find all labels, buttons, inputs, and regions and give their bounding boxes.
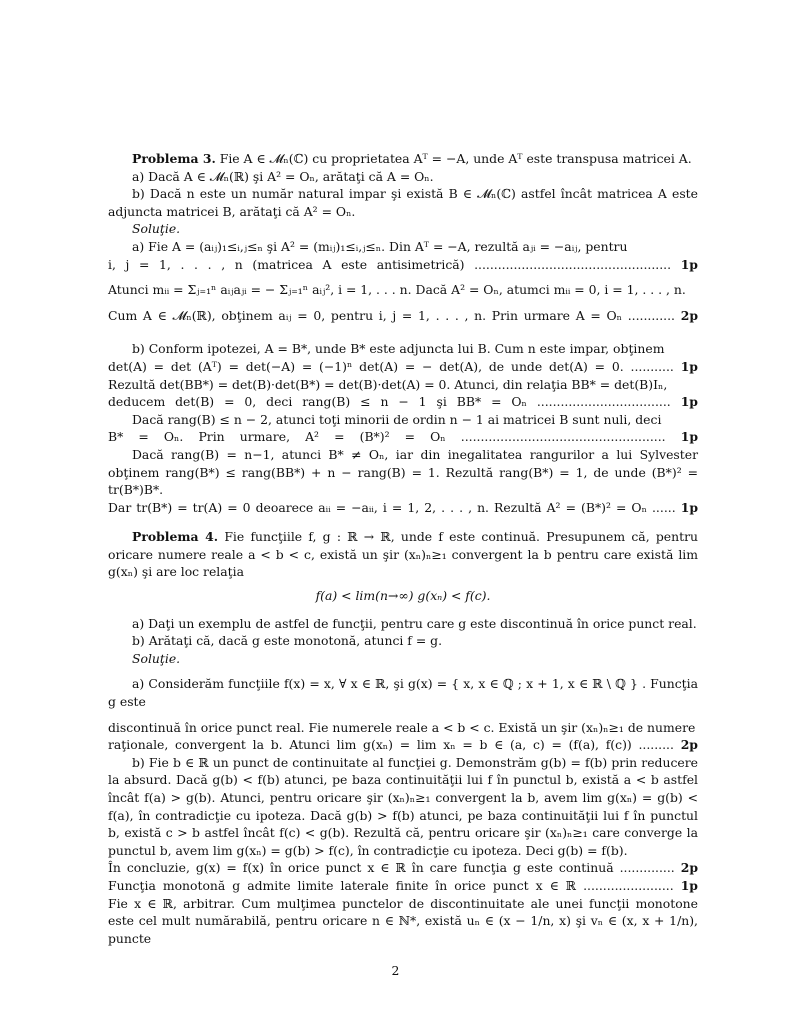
problem4-sol-a-line1: a) Considerăm funcţiile f(x) = x, ∀ x ∈ ℝ, şi g(x) = { x, x ∈ ℚ ; x + 1, x ∈ ℝ \ ℚ } . Funcţia g este — [108, 676, 698, 710]
problem3-part-b: b) Dacă n este un număr natural impar şi există B ∈ 𝓜ₙ(ℂ) astfel încât matricea A este adjuncta matricei B, arătaţi că A² = Oₙ. — [108, 186, 698, 219]
problem3-part-a: a) Dacă A ∈ 𝓜ₙ(ℝ) şi A² = Oₙ, arătaţi că A = Oₙ. — [132, 168, 434, 184]
problem4-solution-label: Soluţie. — [132, 650, 181, 666]
problem4-sol-b-line2-text: În concluzie, g(x) = f(x) în orice punct x ∈ ℝ în care funcţia g este continuă .............. — [108, 860, 675, 876]
problem3-sol-a-line2-text: i, j = 1, . . . , n (matricea A este antisimetrică) .................................................. — [108, 256, 672, 272]
problem4-part-a: a) Daţi un exemplu de astfel de funcţii, pentru care g este discontinuă în orice punct real. — [132, 615, 697, 631]
problem4-sol-b-line4: Fie x ∈ ℝ, arbitrar. Cum mulţimea punctelor de discontinuitate ale unei funcţii monotone este cel mult numărabilă, pentru oricare n ∈ ℕ*, există uₙ ∈ (x − 1/n, x) şi vₙ ∈ (x, x + 1/n), puncte — [108, 895, 698, 946]
problem4-title: Problema 4. — [132, 529, 219, 545]
problem3-sol-a-line2 — [108, 256, 698, 274]
score-badge: 1p — [680, 429, 698, 445]
problem4-sol-a-line2: discontinuă în orice punct real. Fie numerele reale a < b < c. Există un şir (xₙ)ₙ≥₁ de numere — [108, 719, 696, 735]
problem3-sol-b-line4 — [108, 393, 698, 411]
score-badge: 2p — [680, 737, 698, 753]
problem3-sol-b-line3: Rezultă det(BB*) = det(B)·det(B*) = det(B)·det(A) = 0. Atunci, din relaţia BB* = det(B)Iₙ, — [108, 376, 668, 392]
page-number: 2 — [391, 963, 400, 978]
problem3-sol-b-line6 — [108, 428, 698, 446]
problem4-display-formula: f(a) < lim(n→∞) g(xₙ) < f(c). — [315, 588, 491, 604]
problem4-sol-b-line3 — [108, 877, 698, 895]
problem3-sol-b-line8 — [108, 499, 698, 517]
page-body — [108, 150, 698, 947]
score-badge: 2p — [680, 307, 698, 323]
problem3-sol-b-line2 — [108, 358, 698, 376]
problem3-sol-a-line4-text: Cum A ∈ 𝓜ₙ(ℝ), obţinem aᵢⱼ = 0, pentru i, j = 1, . . . , n. Prin urmare A = Oₙ ............ — [108, 307, 675, 323]
problem3-statement-text: Fie A ∈ 𝓜ₙ(ℂ) cu proprietatea Aᵀ = −A, unde Aᵀ este transpusa matricei A. — [219, 151, 692, 166]
problem4-statement — [108, 528, 698, 581]
score-badge: 1p — [680, 499, 698, 515]
problem3-sol-a-line1: a) Fie A = (aᵢⱼ)₁≤ᵢ,ⱼ≤ₙ şi A² = (mᵢⱼ)₁≤ᵢ,ⱼ≤ₙ. Din Aᵀ = −A, rezultă aⱼᵢ = −aᵢⱼ, pentru — [132, 238, 628, 254]
problem4-sol-b-line3-text: Funcţia monotonă g admite limite laterale finite în orice punct x ∈ ℝ ....................... — [108, 877, 674, 893]
problem3-sol-b-line7: Dacă rang(B) = n−1, atunci B* ≠ Oₙ, iar din inegalitatea rangurilor a lui Sylvester obţinem rang(B*) ≤ rang(BB*) + n − rang(B) = 1. Rezultă rang(B*) = 1, de unde (B*)² = tr(B*)B*. — [108, 446, 698, 498]
problem4-part-b: b) Arătaţi că, dacă g este monotonă, atunci f = g. — [132, 633, 443, 649]
problem3-sol-b-line2-text: det(A) = det (Aᵀ) = det(−A) = (−1)ⁿ det(A) = − det(A), de unde det(A) = 0. ........... — [108, 358, 674, 374]
problem3-sol-b-line8-text: Dar tr(B*) = tr(A) = 0 deoarece aᵢᵢ = −aᵢᵢ, i = 1, 2, . . . , n. Rezultă A² = (B*)² = Oₙ ...... — [108, 499, 676, 515]
problem3-sol-b-line6-text: B* = Oₙ. Prin urmare, A² = (B*)² = Oₙ .................................................... — [108, 429, 666, 445]
problem4-sol-b-line1: b) Fie b ∈ ℝ un punct de continuitate al funcţiei g. Demonstrăm g(b) = f(b) prin reducere la absurd. Dacă g(b) < f(b) atunci, pe baza continuităţii lui f în punctul b, există a < b astfel încât f(a) > g(b). Atunci, pentru oricare şir (xₙ)ₙ≥₁ convergent la b, avem lim g(xₙ) = g(b) < f(a), în contradicţie cu ipoteza. Dacă g(b) > f(b) atunci, pe baza continuităţii lui f în punctul b, există c > b astfel încât f(c) < g(b). Rezultă că, pentru oricare şir (xₙ)ₙ≥₁ care converge la punctul b, avem lim g(xₙ) = g(b) > f(c), în contradicţie cu ipoteza. Deci g(b) = f(b). — [108, 754, 698, 858]
problem3-sol-a-line4 — [108, 307, 698, 325]
problem3-statement — [108, 150, 698, 168]
problem3-title: Problema 3. — [132, 151, 216, 166]
score-badge: 1p — [680, 256, 698, 272]
problem4-sol-a-line3-text: raţionale, convergent la b. Atunci lim g(xₙ) = lim xₙ = b ∈ (a, c) = (f(a), f(c)) ......... — [108, 737, 674, 753]
problem3-solution-label: Soluţie. — [132, 221, 181, 237]
score-badge: 1p — [680, 877, 698, 893]
score-badge: 2p — [680, 860, 698, 876]
problem3-sol-a-line3: Atunci mᵢᵢ = Σⱼ₌₁ⁿ aᵢⱼaⱼᵢ = − Σⱼ₌₁ⁿ aᵢⱼ², i = 1, . . . n. Dacă A² = Oₙ, atumci mᵢᵢ = 0, i = 1, . . . , n. — [108, 282, 686, 298]
problem3-sol-b-line1: b) Conform ipotezei, A = B*, unde B* este adjuncta lui B. Cum n este impar, obţinem — [132, 341, 665, 357]
score-badge: 1p — [680, 358, 698, 374]
problem3-sol-b-line5: Dacă rang(B) ≤ n − 2, atunci toţi minorii de ordin n − 1 ai matricei B sunt nuli, deci — [132, 411, 662, 427]
problem3-sol-b-line4-text: deducem det(B) = 0, deci rang(B) ≤ n − 1 şi BB* = Oₙ .................................. — [108, 394, 671, 410]
problem4-sol-b-line2 — [108, 859, 698, 877]
problem4-statement-text: Fie funcţiile f, g : ℝ → ℝ, unde f este continuă. Presupunem că, pentru oricare numere reale a < b < c, există un şir (xₙ)ₙ≥₁ convergent la b pentru care există lim g(xₙ) şi are loc relaţia — [108, 529, 698, 580]
problem4-sol-a-line3 — [108, 736, 698, 754]
score-badge: 1p — [680, 394, 698, 410]
